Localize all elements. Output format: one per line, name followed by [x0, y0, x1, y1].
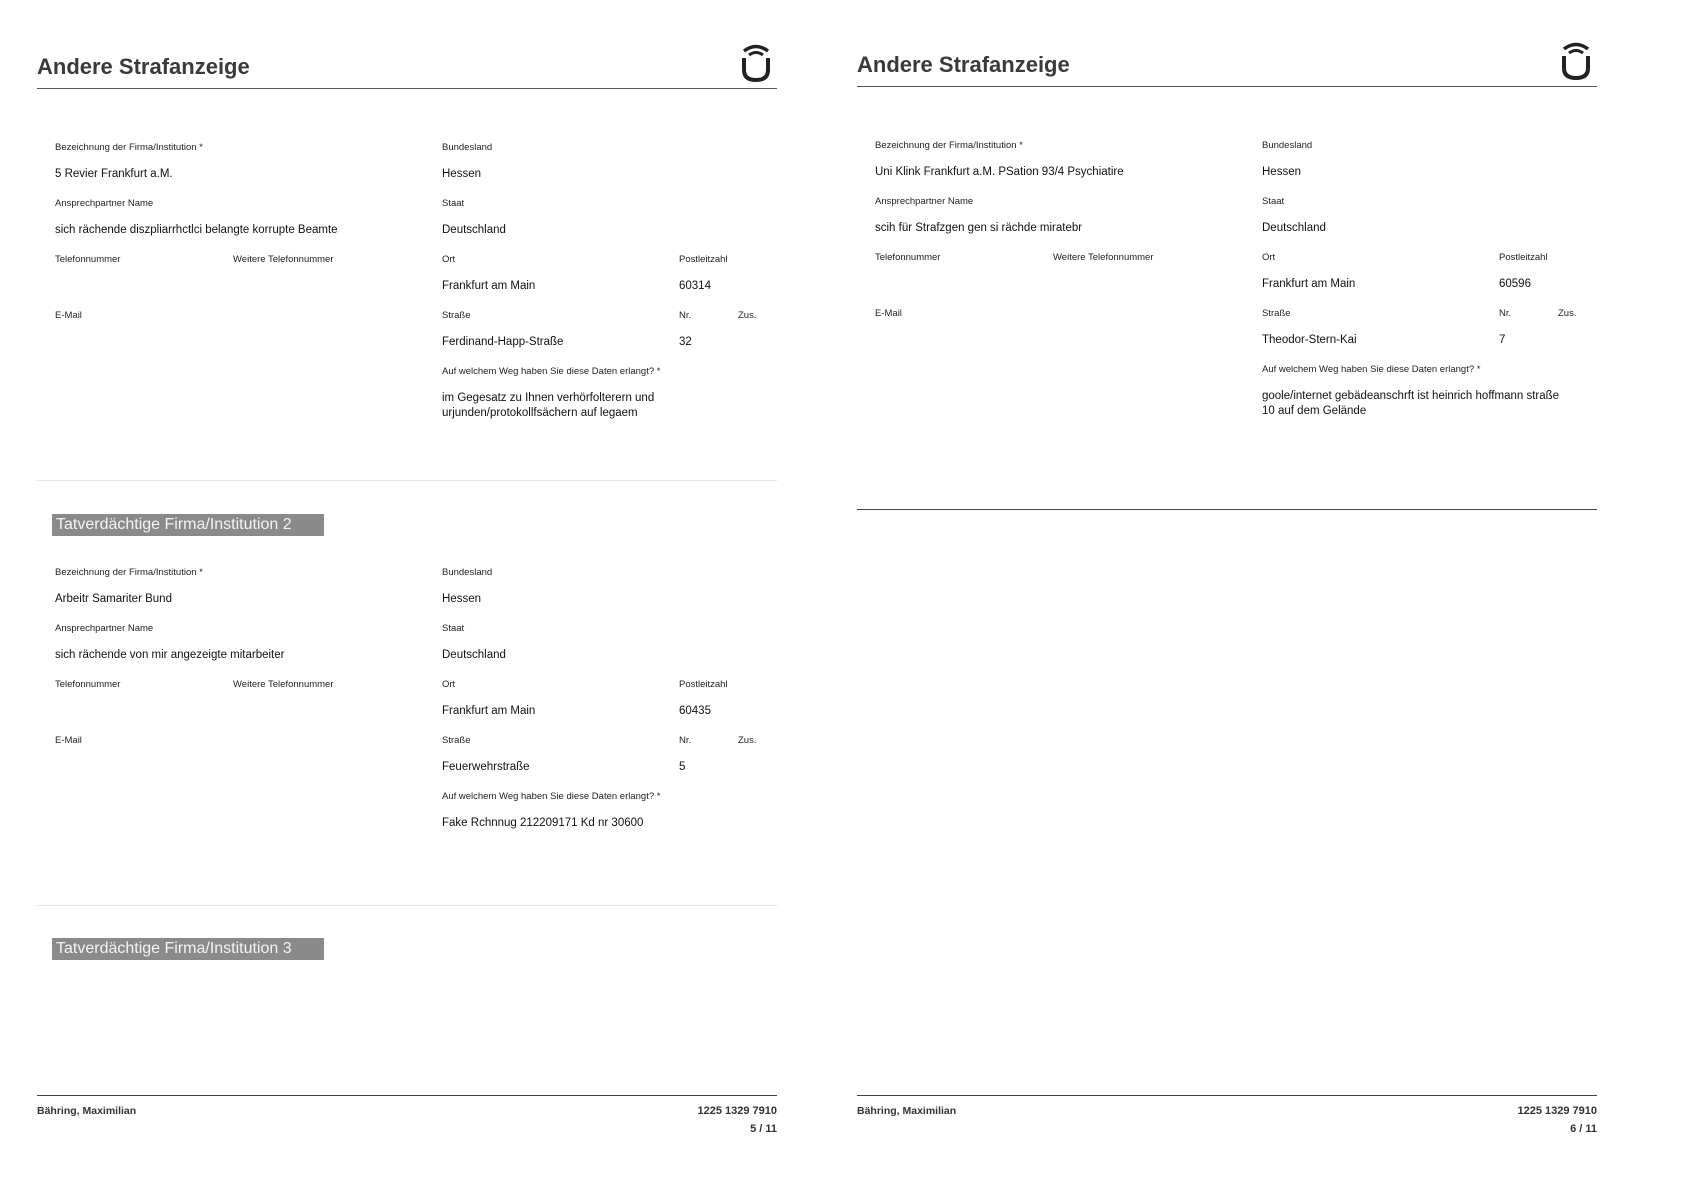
firm-name-value: 5 Revier Frankfurt a.M.	[55, 168, 173, 180]
footer-rule	[37, 1095, 777, 1096]
phone-2-label: Weitere Telefonnummer	[233, 679, 334, 690]
contact-name-label: Ansprechpartner Name	[55, 623, 154, 634]
phone-label: Telefonnummer	[55, 679, 121, 690]
postal-code-value: 60435	[679, 705, 711, 717]
firm-name-label: Bezeichnung der Firma/Institution *	[55, 142, 203, 153]
phone-2-label: Weitere Telefonnummer	[1053, 252, 1154, 263]
house-number-label: Nr.	[679, 735, 692, 746]
street-value: Theodor-Stern-Kai	[1262, 334, 1357, 346]
data-source-value: im Gegesatz zu Ihnen verhörfolterern und urjunden/protokollfsächern auf legaem	[442, 392, 655, 419]
suspect-section	[37, 124, 777, 504]
contact-name-value: scih für Strafzgen gen si rächde miratebr	[875, 222, 1083, 234]
firm-name-value: Uni Klink Frankfurt a.M. PSation 93/4 Psychiatire	[875, 166, 1124, 178]
state-label: Bundesland	[442, 142, 493, 153]
country-label: Staat	[442, 623, 465, 634]
police-logo-icon	[1559, 40, 1593, 80]
data-source-label: Auf welchem Weg haben Sie diese Daten erlangt? *	[1262, 364, 1481, 375]
postal-code-label: Postleitzahl	[1499, 252, 1548, 263]
contact-name-value: sich rächende von mir angezeigte mitarbeiter	[55, 649, 285, 661]
document-page-6	[857, 0, 1617, 1199]
document-page-5	[37, 0, 797, 1199]
house-number-value: 5	[679, 761, 686, 773]
country-value: Deutschland	[1262, 222, 1326, 234]
city-label: Ort	[1262, 252, 1276, 263]
street-label: Straße	[442, 310, 471, 321]
firm-name-label: Bezeichnung der Firma/Institution *	[55, 567, 203, 578]
phone-label: Telefonnummer	[55, 254, 121, 265]
email-label: E-Mail	[55, 310, 82, 321]
state-value: Hessen	[442, 168, 481, 180]
suspect-section	[857, 122, 1597, 502]
footer-name: Bähring, Maximilian	[37, 1105, 137, 1117]
country-value: Deutschland	[442, 649, 506, 661]
footer-page-number: 5 / 11	[750, 1123, 777, 1135]
address-suffix-label: Zus.	[738, 310, 757, 321]
city-value: Frankfurt am Main	[442, 280, 536, 292]
section-heading: Tatverdächtige Firma/Institution 3	[52, 938, 324, 960]
city-value: Frankfurt am Main	[1262, 278, 1356, 290]
footer-reference-number: 1225 1329 7910	[1517, 1105, 1597, 1117]
footer-page-number: 6 / 11	[1570, 1123, 1597, 1135]
address-suffix-label: Zus.	[738, 735, 757, 746]
street-value: Feuerwehrstraße	[442, 761, 530, 773]
contact-name-label: Ansprechpartner Name	[55, 198, 154, 209]
footer-name: Bähring, Maximilian	[857, 1105, 957, 1117]
data-source-value: goole/internet gebädeanschrft ist heinrich hoffmann straße 10 auf dem Gelände	[1262, 390, 1560, 417]
contact-name-label: Ansprechpartner Name	[875, 196, 974, 207]
phone-2-label: Weitere Telefonnummer	[233, 254, 334, 265]
country-value: Deutschland	[442, 224, 506, 236]
postal-code-label: Postleitzahl	[679, 679, 728, 690]
data-source-label: Auf welchem Weg haben Sie diese Daten erlangt? *	[442, 366, 661, 377]
firm-name-value: Arbeitr Samariter Bund	[55, 593, 172, 605]
email-label: E-Mail	[875, 308, 902, 319]
street-label: Straße	[1262, 308, 1291, 319]
footer-reference-number: 1225 1329 7910	[697, 1105, 777, 1117]
section-rule	[857, 509, 1597, 510]
page-title: Andere Strafanzeige	[37, 54, 250, 79]
section-divider	[37, 480, 777, 481]
phone-label: Telefonnummer	[875, 252, 941, 263]
house-number-value: 32	[679, 336, 692, 348]
page-title: Andere Strafanzeige	[857, 52, 1070, 77]
country-label: Staat	[442, 198, 465, 209]
data-source-label: Auf welchem Weg haben Sie diese Daten erlangt? *	[442, 791, 661, 802]
section-heading: Tatverdächtige Firma/Institution 2	[52, 514, 324, 536]
postal-code-label: Postleitzahl	[679, 254, 728, 265]
house-number-label: Nr.	[1499, 308, 1512, 319]
state-value: Hessen	[1262, 166, 1301, 178]
data-source-value: Fake Rchnnug 212209171 Kd nr 30600	[442, 817, 644, 829]
street-label: Straße	[442, 735, 471, 746]
email-label: E-Mail	[55, 735, 82, 746]
street-value: Ferdinand-Happ-Straße	[442, 336, 564, 348]
city-label: Ort	[442, 679, 456, 690]
address-suffix-label: Zus.	[1558, 308, 1577, 319]
house-number-value: 7	[1499, 334, 1506, 346]
house-number-label: Nr.	[679, 310, 692, 321]
footer-rule	[857, 1095, 1597, 1096]
header-rule	[37, 88, 777, 89]
contact-name-value: sich rächende diszpliarrhctlci belangte korrupte Beamte	[55, 224, 338, 236]
section-divider	[37, 905, 777, 906]
city-value: Frankfurt am Main	[442, 705, 536, 717]
city-label: Ort	[442, 254, 456, 265]
state-value: Hessen	[442, 593, 481, 605]
postal-code-value: 60314	[679, 280, 711, 292]
state-label: Bundesland	[442, 567, 493, 578]
firm-name-label: Bezeichnung der Firma/Institution *	[875, 140, 1023, 151]
country-label: Staat	[1262, 196, 1285, 207]
state-label: Bundesland	[1262, 140, 1313, 151]
header-rule	[857, 86, 1597, 87]
police-logo-icon	[739, 42, 773, 82]
suspect-section	[37, 549, 777, 929]
postal-code-value: 60596	[1499, 278, 1531, 290]
